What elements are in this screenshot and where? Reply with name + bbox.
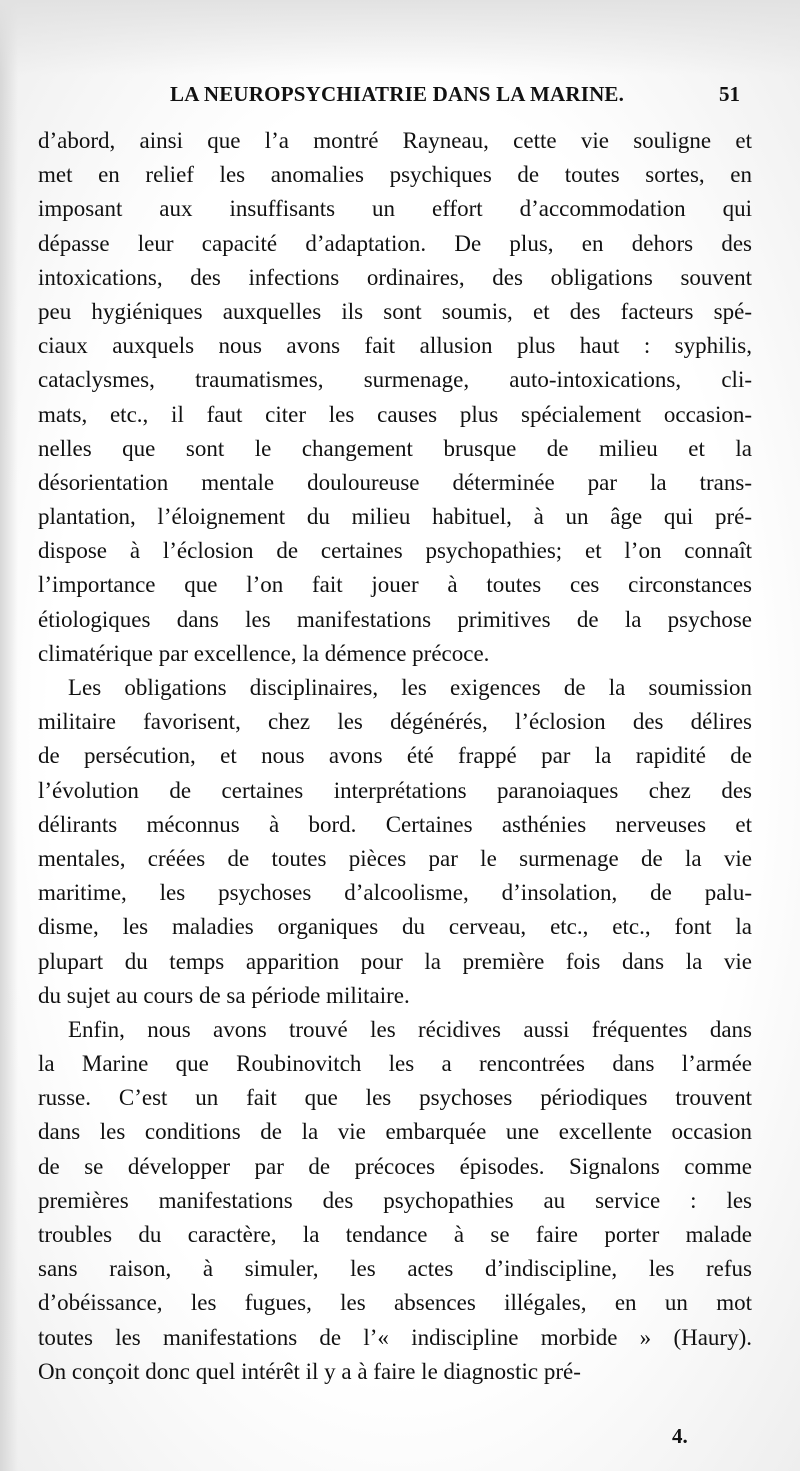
text-line: Enfin, nous avons trouvé les récidives aussi fréquentes dans: [68, 1016, 752, 1042]
text-line: maritime, les psychoses d’alcoolisme, d’insolation, de palu-: [38, 880, 752, 906]
text-line: plantation, l’éloignement du milieu habituel, à un âge qui pré-: [38, 504, 752, 530]
text-line: dans les conditions de la vie embarquée une excellente occasion: [38, 1119, 752, 1145]
page-header: [40, 78, 740, 110]
text-line: l’importance que l’on fait jouer à toutes ces circonstances: [38, 572, 752, 598]
text-line: troubles du caractère, la tendance à se faire porter malade: [38, 1222, 752, 1247]
text-line: de persécution, et nous avons été frappé par la rapidité de: [38, 743, 752, 769]
text-line: mats, etc., il faut citer les causes plus spécialement occasion-: [38, 401, 752, 427]
text-line: russe. C’est un fait que les psychoses périodiques trouvent: [38, 1085, 752, 1111]
text-line: intoxications, des infections ordinaires, des obligations souvent: [38, 264, 752, 290]
text-line: dépasse leur capacité d’adaptation. De plus, en dehors des: [38, 230, 752, 256]
paragraph: [38, 1013, 752, 1389]
text-line: toutes les manifestations de l’« indiscipline morbide » (Haury).: [38, 1324, 752, 1350]
text-line: climatérique par excellence, la démence précoce.: [38, 640, 490, 666]
paragraph: [38, 671, 752, 1013]
text-line: de se développer par de précoces épisodes. Signalons comme: [38, 1153, 752, 1179]
text-line: cataclysmes, traumatismes, surmenage, auto-intoxications, cli-: [38, 367, 752, 393]
text-line: étiologiques dans les manifestations primitives de la psychose: [38, 606, 752, 632]
text-line: premières manifestations des psychopathies au service : les: [38, 1187, 752, 1213]
text-line: imposant aux insuffisants un effort d’accommodation qui: [38, 196, 752, 222]
text-line: peu hygiéniques auxquelles ils sont soumis, et des facteurs spé-: [38, 298, 752, 324]
running-title: LA NEUROPSYCHIATRIE DANS LA MARINE.: [170, 82, 625, 106]
text-line: délirants méconnus à bord. Certaines asthénies nerveuses et: [38, 811, 752, 837]
text-line: l’évolution de certaines interprétations paranoiaques chez des: [38, 777, 752, 803]
text-line: sans raison, à simuler, les actes d’indiscipline, les refus: [38, 1256, 752, 1282]
text-line: plupart du temps apparition pour la première fois dans la vie: [38, 948, 752, 974]
text-line: du sujet au cours de sa période militaire.: [38, 982, 410, 1008]
text-line: On conçoit donc quel intérêt il y a à faire le diagnostic pré-: [38, 1358, 581, 1384]
paragraph: [38, 124, 752, 671]
body-text: [38, 124, 752, 1389]
text-line: mentales, créées de toutes pièces par le surmenage de la vie: [38, 845, 752, 871]
text-line: disme, les maladies organiques du cerveau, etc., etc., font la: [38, 914, 752, 940]
page-number: 51: [719, 82, 740, 106]
text-line: met en relief les anomalies psychiques de toutes sortes, en: [38, 162, 752, 188]
scan-shadow-top: [0, 0, 800, 75]
text-line: ciaux auxquels nous avons fait allusion plus haut : syphilis,: [38, 333, 752, 359]
scan-shadow-left: [0, 0, 18, 1471]
text-line: militaire favorisent, chez les dégénérés, l’éclosion des délires: [38, 709, 752, 735]
text-line: nelles que sont le changement brusque de milieu et la: [38, 435, 752, 461]
text-line: d’obéissance, les fugues, les absences illégales, en un mot: [38, 1290, 752, 1316]
text-line: d’abord, ainsi que l’a montré Rayneau, cette vie souligne et: [38, 128, 752, 153]
text-line: dispose à l’éclosion de certaines psychopathies; et l’on connaît: [38, 538, 752, 564]
text-line: la Marine que Roubinovitch les a rencontrées dans l’armée: [38, 1051, 752, 1077]
text-line: désorientation mentale douloureuse déterminée par la trans-: [38, 469, 752, 495]
signature-mark: 4.: [672, 1424, 688, 1448]
text-line: Les obligations disciplinaires, les exigences de la soumission: [68, 675, 752, 700]
